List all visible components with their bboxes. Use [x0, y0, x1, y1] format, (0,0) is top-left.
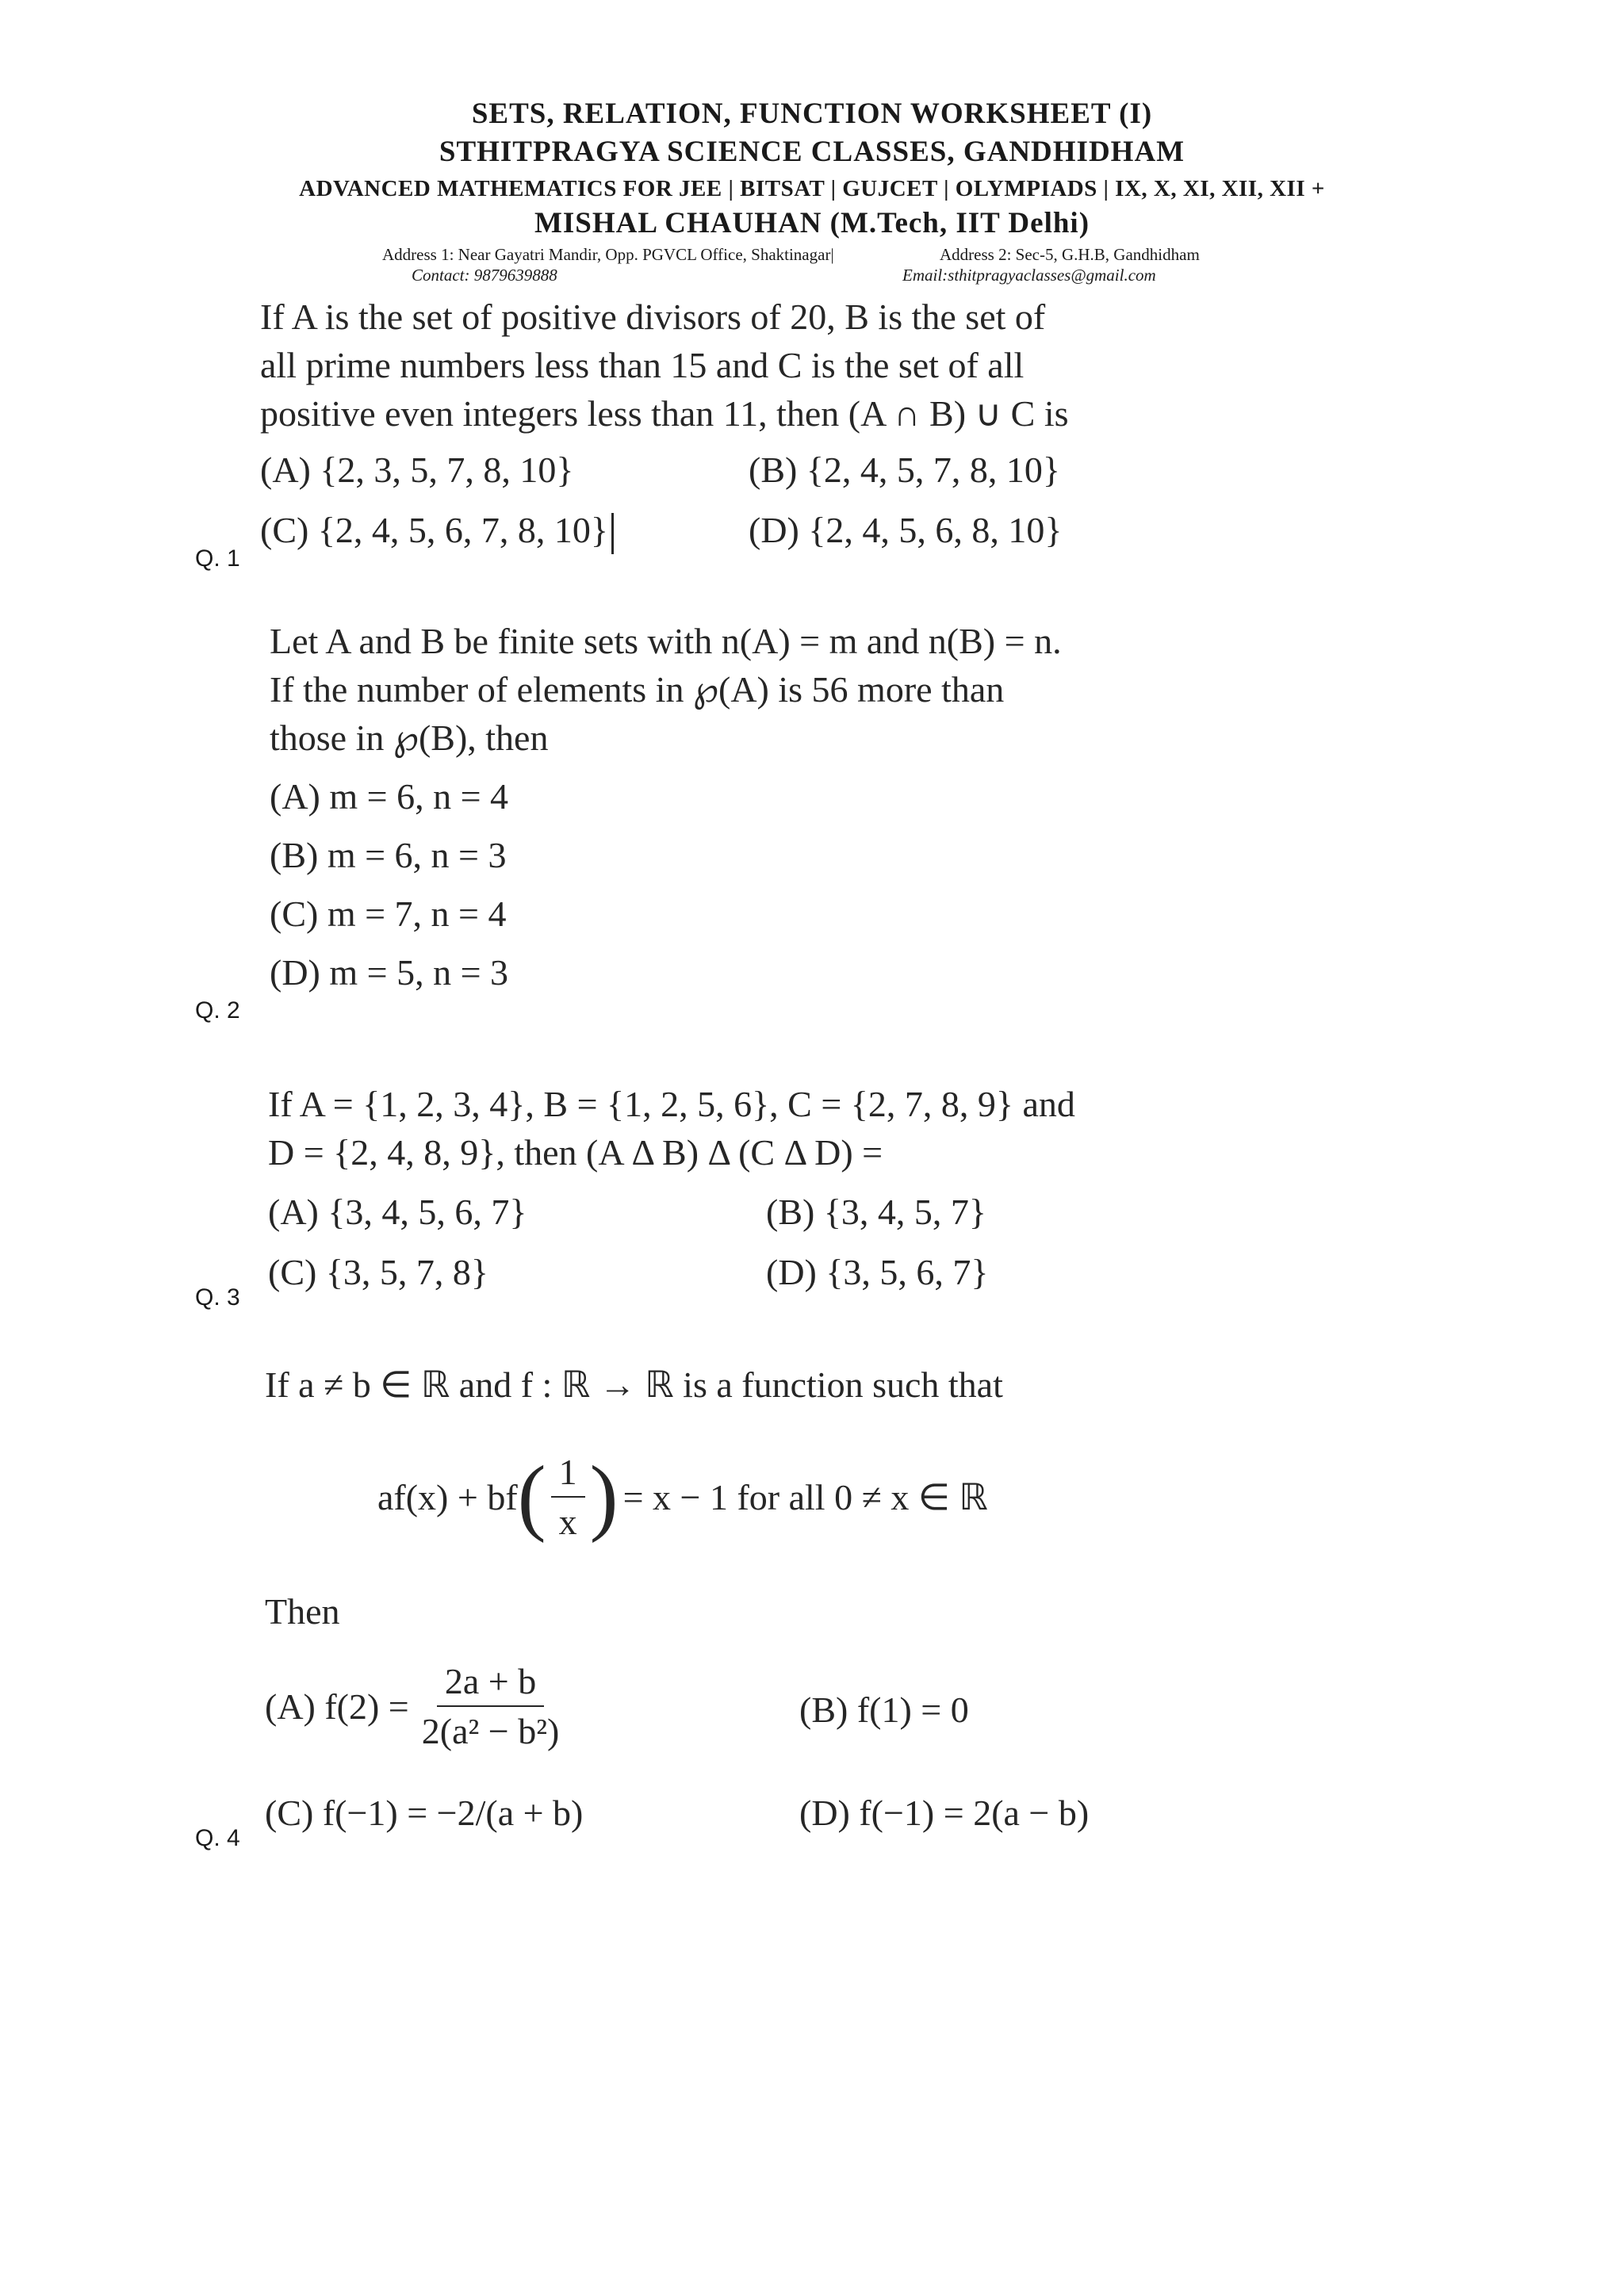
option-a — [265, 1660, 572, 1752]
option-b: (B) m = 6, n = 3 — [270, 835, 507, 875]
stem-line: D = {2, 4, 8, 9}, then (A Δ B) Δ (C Δ D) = — [268, 1132, 883, 1173]
option-c: (C) m = 7, n = 4 — [270, 894, 507, 934]
question-label: Q. 4 — [195, 1825, 240, 1851]
stem-line: all prime numbers less than 15 and C is the set of all — [260, 345, 1025, 385]
fraction-denominator: x — [558, 1502, 577, 1542]
contact-email: Email:sthitpragyaclasses@gmail.com — [902, 266, 1156, 285]
option-d: (D) m = 5, n = 3 — [270, 952, 509, 993]
option-a: (A) {2, 3, 5, 7, 8, 10} — [260, 450, 574, 490]
text-cursor — [611, 513, 614, 554]
option-d: (D) {2, 4, 5, 6, 8, 10} — [749, 510, 1063, 550]
right-paren: ) — [589, 1449, 619, 1544]
option-c — [260, 509, 614, 554]
course-subtitle: ADVANCED MATHEMATICS FOR JEE | BITSAT | GUJCET | OLYMPIADS | IX, X, XI, XII, XII + — [299, 176, 1325, 201]
fraction-numerator: 2a + b — [437, 1660, 544, 1707]
option-b: (B) f(1) = 0 — [799, 1689, 969, 1730]
question-stem — [265, 1360, 1003, 1409]
option-d: (D) f(−1) = 2(a − b) — [799, 1793, 1090, 1833]
stem-line: If A is the set of positive divisors of 20, B is the set of — [260, 297, 1046, 337]
stem-line: If the number of elements in ℘(A) is 56 more than — [270, 669, 1005, 710]
contact-number: Contact: 9879639888 — [412, 266, 557, 285]
option-a: (A) m = 6, n = 4 — [270, 776, 509, 817]
question-stem — [270, 617, 1062, 762]
option-a-text: (A) f(2) = — [265, 1686, 409, 1727]
question-stem — [260, 293, 1069, 438]
question-label: Q. 2 — [195, 997, 240, 1024]
option-c-text: (C) {2, 4, 5, 6, 7, 8, 10} — [260, 510, 608, 550]
option-b: (B) {2, 4, 5, 7, 8, 10} — [749, 450, 1060, 490]
stem-line: those in ℘(B), then — [270, 718, 549, 758]
address-2: Address 2: Sec-5, G.H.B, Gandhidham — [940, 245, 1200, 264]
question-label: Q. 3 — [195, 1284, 240, 1311]
option-b: (B) {3, 4, 5, 7} — [766, 1192, 986, 1232]
question-stem — [268, 1080, 1075, 1177]
stem-line: Let A and B be finite sets with n(A) = m and n(B) = n. — [270, 621, 1062, 661]
stem-line: If A = {1, 2, 3, 4}, B = {1, 2, 5, 6}, C = {2, 7, 8, 9} and — [268, 1084, 1075, 1124]
option-a: (A) {3, 4, 5, 6, 7} — [268, 1192, 527, 1232]
fraction-denominator: 2(a² − b²) — [421, 1711, 560, 1751]
option-d: (D) {3, 5, 6, 7} — [766, 1252, 989, 1292]
then-label: Then — [265, 1591, 340, 1632]
fraction-numerator: 1 — [551, 1451, 585, 1498]
worksheet-title: SETS, RELATION, FUNCTION WORKSHEET (I) — [471, 98, 1153, 130]
institute-name: STHITPRAGYA SCIENCE CLASSES, GANDHIDHAM — [439, 136, 1185, 168]
option-c: (C) f(−1) = −2/(a + b) — [265, 1793, 584, 1833]
teacher-name: MISHAL CHAUHAN (M.Tech, IIT Delhi) — [534, 207, 1090, 239]
equation-right: = x − 1 for all 0 ≠ x ∈ ℝ — [622, 1477, 988, 1517]
stem-line: positive even integers less than 11, then (A ∩ B) ∪ C is — [260, 393, 1069, 434]
functional-equation — [377, 1451, 988, 1543]
stem-line: If a ≠ b ∈ ℝ and f : ℝ → ℝ is a function such that — [265, 1364, 1003, 1405]
address-1: Address 1: Near Gayatri Mandir, Opp. PGVCL Office, Shaktinagar| — [382, 245, 834, 264]
option-a-fraction — [414, 1660, 568, 1752]
equation-fraction — [551, 1451, 585, 1543]
option-c: (C) {3, 5, 7, 8} — [268, 1252, 488, 1292]
left-paren: ( — [517, 1449, 546, 1544]
question-label: Q. 1 — [195, 545, 240, 572]
equation-left: af(x) + bf — [377, 1476, 518, 1517]
